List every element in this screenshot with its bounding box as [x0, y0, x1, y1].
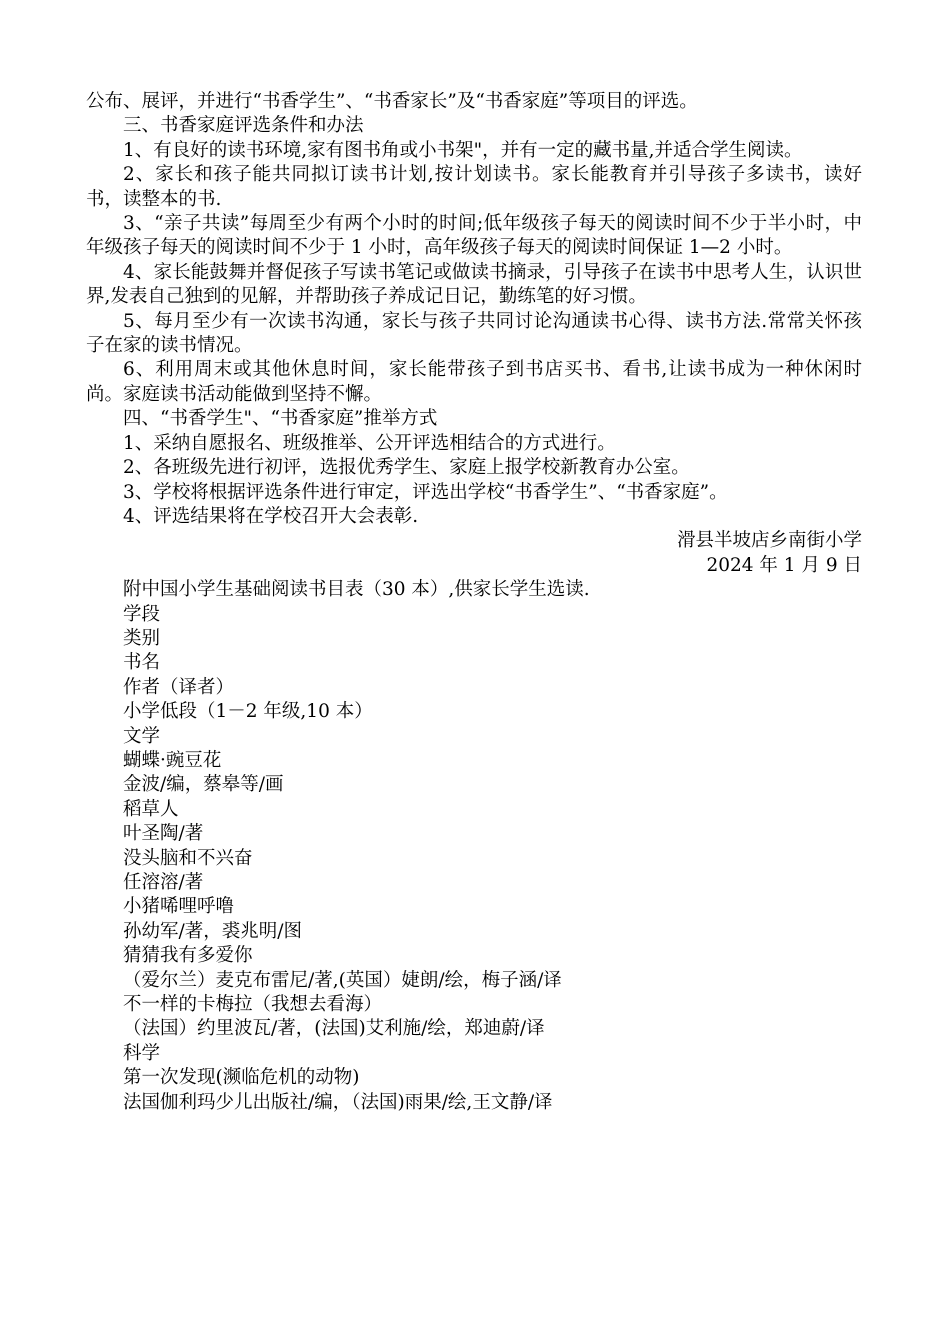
- document-page: [86, 90, 862, 1115]
- book-list-line: 法国伽利玛少儿出版社/编，（法国)雨果/绘,王文静/译: [123, 1091, 553, 1113]
- signature-school: 滑县半坡店乡南街小学: [676, 530, 862, 552]
- book-list-line: 叶圣陶/著: [123, 823, 204, 845]
- book-list-line: 作者（译者）: [123, 676, 235, 698]
- book-list-line: 文学: [123, 725, 161, 747]
- nomination-item-4: 4、评选结果将在学校召开大会表彰.: [123, 505, 419, 527]
- section-heading-family-criteria: 三、书香家庭评选条件和办法: [123, 115, 364, 137]
- section-heading-nomination: 四、“书香学生"、“书香家庭”推举方式: [123, 408, 438, 430]
- book-list: [86, 603, 862, 1116]
- book-list-line: （爱尔兰）麦克布雷尼/著,(英国）婕朗/绘，梅子涵/译: [123, 969, 562, 991]
- book-list-line: 稻草人: [123, 798, 179, 820]
- book-list-line: 科学: [123, 1042, 161, 1064]
- book-list-line: （法国）约里波瓦/著，(法国)艾利施/绘，郑迪蔚/译: [123, 1018, 545, 1040]
- book-list-line: 类别: [123, 627, 161, 649]
- criteria-item-5: 5、每月至少有一次读书沟通，家长与孩子共同讨论沟通读书心得、读书方法.常常关怀孩子在家的读书情况。: [86, 310, 862, 357]
- book-list-line: 小学低段（1－2 年级,10 本）: [123, 701, 373, 723]
- book-list-line: 金波/编，蔡皋等/画: [123, 774, 284, 796]
- book-list-line: 蝴蝶·豌豆花: [123, 749, 222, 771]
- criteria-item-2: 2、家长和孩子能共同拟订读书计划,按计划读书。家长能教育并引导孩子多读书，读好书，读整本的书.: [86, 164, 862, 210]
- book-list-line: 任溶溶/著: [123, 872, 204, 893]
- nomination-item-1: 1、采纳自愿报名、班级推举、公开评选相结合的方式进行。: [123, 432, 616, 454]
- paragraph-publish-review: 公布、展评，并进行“书香学生”、“书香家长”及“书香家庭”等项目的评选。: [86, 91, 698, 112]
- book-list-line: 不一样的卡梅拉（我想去看海）: [123, 994, 383, 1016]
- book-list-line: 没头脑和不兴奋: [123, 847, 253, 869]
- book-list-line: 猜猜我有多爱你: [123, 945, 253, 967]
- criteria-item-3: 3、“亲子共读”每周至少有两个小时的时间;低年级孩子每天的阅读时间不少于半小时，中年级孩子每天的阅读时间不少于 1 小时，高年级孩子每天的阅读时间保证 1—2 小时。: [86, 213, 862, 259]
- appendix-intro: 附中国小学生基础阅读书目表（30 本）,供家长学生选读.: [123, 579, 590, 601]
- criteria-item-4: 4、家长能鼓舞并督促孩子写读书笔记或做读书摘录，引导孩子在读书中思考人生，认识世界,发表自己独到的见解，并帮助孩子养成记日记，勤练笔的好习惯。: [86, 261, 862, 308]
- book-list-line: 第一次发现(濒临危机的动物): [123, 1067, 360, 1089]
- book-list-line: 小猪唏哩呼噜: [123, 896, 235, 918]
- signature-date: 2024 年 1 月 9 日: [706, 554, 862, 576]
- criteria-item-6: 6、利用周末或其他休息时间，家长能带孩子到书店买书、看书,让读书成为一种休闲时尚。家庭读书活动能做到坚持不懈。: [86, 359, 862, 405]
- nomination-item-3: 3、学校将根据评选条件进行审定，评选出学校“书香学生”、“书香家庭”。: [123, 481, 728, 503]
- book-list-line: 孙幼军/著，裘兆明/图: [123, 920, 302, 942]
- book-list-line: 书名: [123, 652, 161, 674]
- criteria-item-1: 1、有良好的读书环境,家有图书角或小书架"，并有一定的藏书量,并适合学生阅读。: [123, 139, 803, 161]
- book-list-line: 学段: [123, 603, 161, 625]
- nomination-item-2: 2、各班级先进行初评，选报优秀学生、家庭上报学校新教育办公室。: [123, 457, 690, 479]
